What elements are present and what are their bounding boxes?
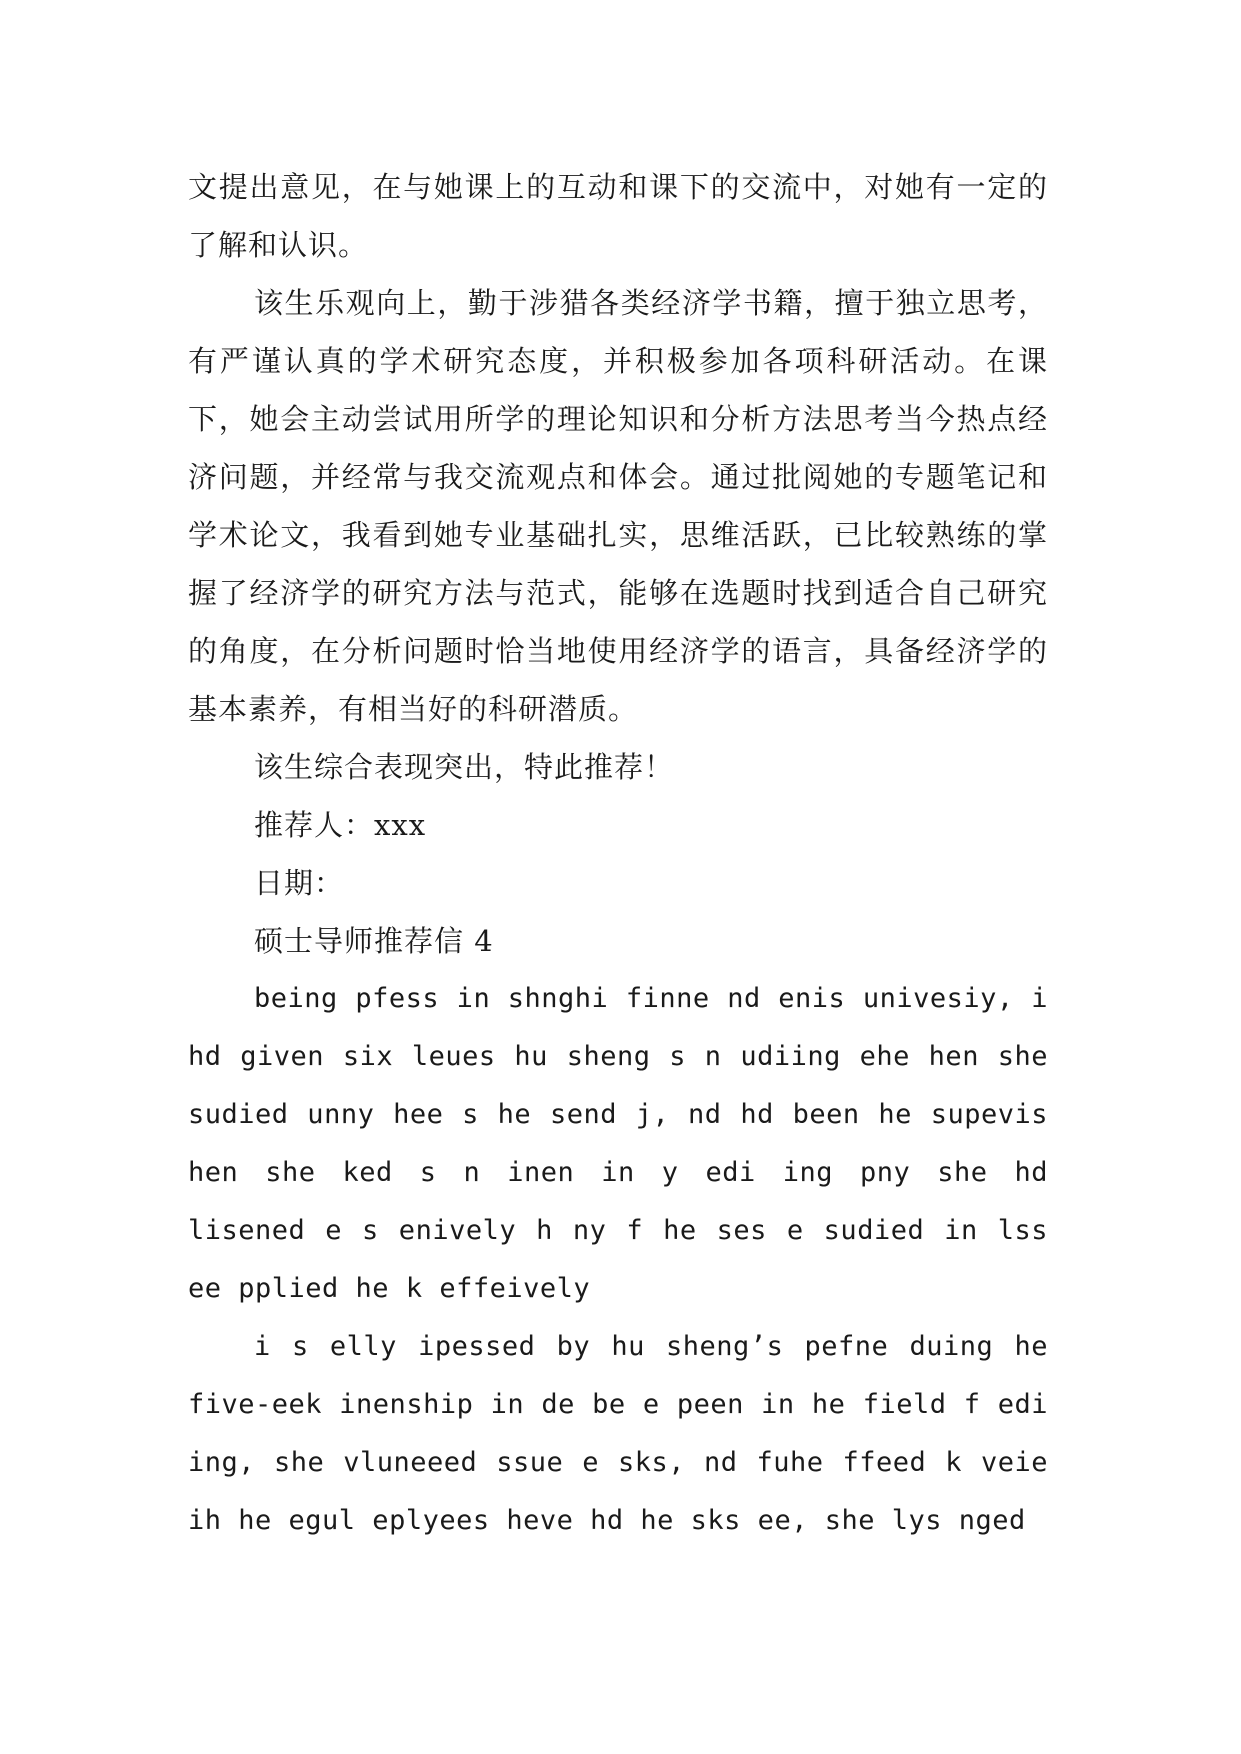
paragraph-student-evaluation: 该生乐观向上，勤于涉猎各类经济学书籍，擅于独立思考，有严谨认真的学术研究态度，并积极参加各项科研活动。在课下，她会主动尝试用所学的理论知识和分析方法思考当今热点经济问题，并经常与我交流观点和体会。通过批阅她的专题笔记和学术论文，我看到她专业基础扎实，思维活跃，已比较熟练的掌握了经济学的研究方法与范式，能够在选题时找到适合自己研究的角度，在分析问题时恰当地使用经济学的语言，具备经济学的基本素养，有相当好的科研潜质。 [188, 286, 1048, 726]
recommender-line: 推荐人：xxx [254, 808, 427, 842]
paragraph-english-1: being pfess in shnghi finne nd enis univesiy, i hd given six leues hu sheng s n udiing ehe hen she sudied unny hee s he send j, nd hd been he supevis hen she ked s n inen in y edi ing pny she hd lisened e s enively h ny f he ses e sudied in lss ee pplied he k effeively [188, 983, 1048, 1304]
paragraph-intro-continuation: 文提出意见，在与她课上的互动和课下的交流中，对她有一定的了解和认识。 [188, 170, 1048, 262]
paragraph-recommendation-statement: 该生综合表现突出，特此推荐！ [254, 750, 675, 784]
date-line: 日期： [254, 866, 345, 900]
letter-body [188, 158, 1048, 1550]
section-heading: 硕士导师推荐信 4 [254, 924, 494, 958]
paragraph-english-2: i s elly ipessed by hu sheng’s pefne duing he five-eek inenship in de be e peen in he field f edi ing, she vluneeed ssue e sks, nd fuhe ffeed k veie ih he egul eplyees heve hd he sks ee, she lys nged [188, 1331, 1048, 1536]
